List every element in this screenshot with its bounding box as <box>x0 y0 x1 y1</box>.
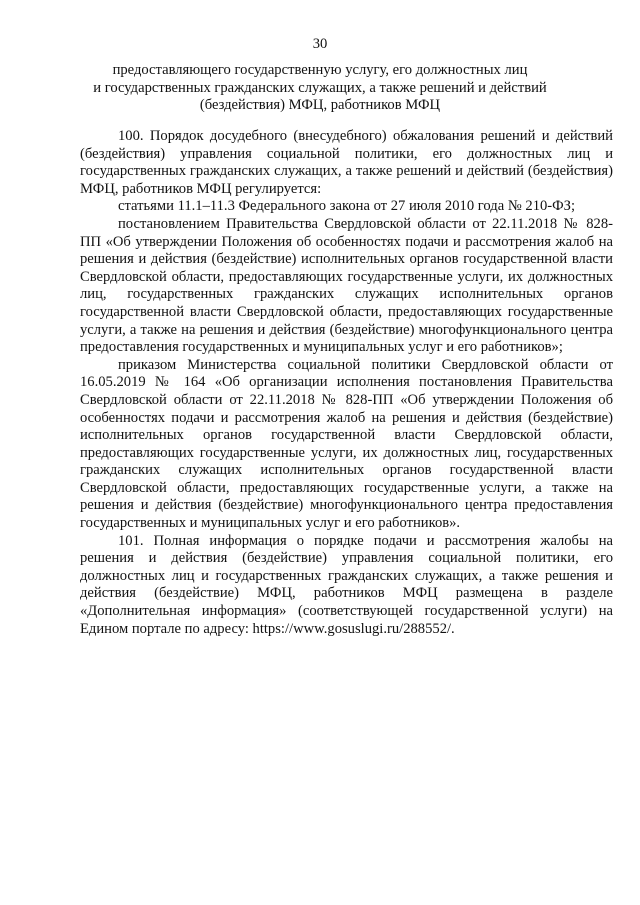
document-body <box>80 128 613 638</box>
heading-line: (бездействия) МФЦ, работников МФЦ <box>199 97 441 114</box>
page-number: 30 <box>312 36 328 52</box>
paragraph-federal-law: статьями 11.1–11.3 Федерального закона от 27 июля 2010 года № 210-ФЗ; <box>118 198 576 215</box>
heading-line: и государственных гражданских служащих, а также решений и действий <box>93 79 547 96</box>
paragraph-100-intro: 100. Порядок досудебного (внесудебного) обжалования решений и действий (бездействия) управления социальной политики, его должностных лиц и государственных гражданских служащих, а также решений и действий (бездействия) МФЦ, работников МФЦ регулируется: <box>80 128 613 197</box>
heading-line: предоставляющего государственную услугу, его должностных лиц <box>112 62 528 78</box>
section-heading <box>80 62 560 115</box>
paragraph-government-decree: постановлением Правительства Свердловской области от 22.11.2018 № 828-ПП «Об утверждении Положения об особенностях подачи и рассмотрения жалоб на решения и действия (бездействие) исполнительных органов государственной власти Свердловской области, предоставляющих государственные услуги, их должностных лиц, государственных гражданских служащих исполнительных органов государственной власти Свердловской области, предоставляющих государственные услуги, а также на решения и действия (бездействие) многофункционального центра предоставления государственных и муниципальных услуг и его работников»; <box>80 215 613 356</box>
paragraph-101-info: 101. Полная информация о порядке подачи и рассмотрения жалобы на решения и действия (бездействие) управления социальной политики, его должностных лиц и государственных гражданских служащих, а также решения и действия (бездействие) МФЦ, работников МФЦ размещена в разделе «Дополнительная информация» (соответствующей государственной услуги) на Едином портале по адресу: https://www.gosuslugi.ru/288552/. <box>80 532 613 637</box>
paragraph-ministry-order: приказом Министерства социальной политики Свердловской области от 16.05.2019 № 164 «Об организации исполнения постановления Правительства Свердловской области от 22.11.2018 № 828-ПП «Об утверждении Положения об особенностях подачи и рассмотрения жалоб на решения и действия (бездействие) исполнительных органов государственной власти Свердловской области, предоставляющих государственные услуги, их должностных лиц, государственных гражданских служащих исполнительных органов государственной власти Свердловской области, предоставляющих государственные услуги, а также на решения и действия (бездействие) многофункционального центра предоставления государственных и муниципальных услуг и его работников». <box>80 356 613 532</box>
